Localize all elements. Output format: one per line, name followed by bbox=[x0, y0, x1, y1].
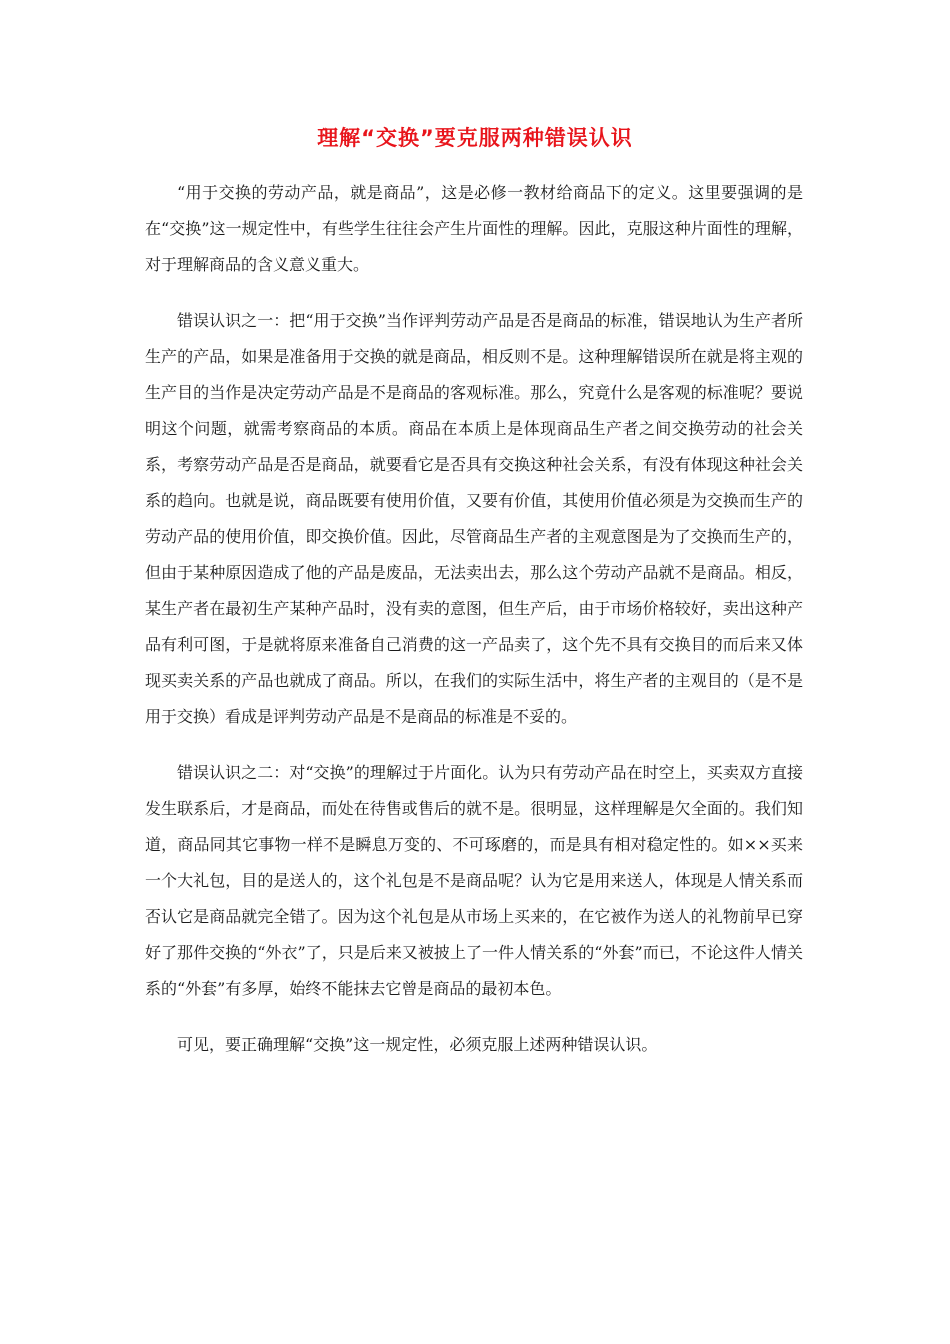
document-title: 理解“交换”要克服两种错误认识 bbox=[317, 126, 633, 150]
paragraph-intro: “用于交换的劳动产品，就是商品”，这是必修一教材给商品下的定义。这里要强调的是在“交换”这一规定性中，有些学生往往会产生片面性的理解。因此，克服这种片面性的理解，对于理解商品的含义意义重大。 bbox=[145, 183, 803, 274]
paragraph-misconception-one: 错误认识之一：把“用于交换”当作评判劳动产品是否是商品的标准，错误地认为生产者所生产的产品，如果是准备用于交换的就是商品，相反则不是。这种理解错误所在就是将主观的生产目的当作是决定劳动产品是不是商品的客观标准。那么，究竟什么是客观的标准呢？要说明这个问题，就需考察商品的本质。商品在本质上是体现商品生产者之间交换劳动的社会关系，考察劳动产品是否是商品，就要看它是否具有交换这种社会关系，有没有体现这种社会关系的趋向。也就是说，商品既要有使用价值，又要有价值，其使用价值必须是为交换而生产的劳动产品的使用价值，即交换价值。因此，尽管商品生产者的主观意图是为了交换而生产的，但由于某种原因造成了他的产品是废品，无法卖出去，那么这个劳动产品就不是商品。相反，某生产者在最初生产某种产品时，没有卖的意图，但生产后，由于市场价格较好，卖出这种产品有利可图，于是就将原来准备自己消费的这一产品卖了，这个先不具有交换目的而后来又体现买卖关系的产品也就成了商品。所以，在我们的实际生活中，将生产者的主观目的（是不是用于交换）看成是评判劳动产品是不是商品的标准是不妥的。 bbox=[145, 311, 803, 726]
document-body bbox=[145, 175, 803, 1083]
paragraph-misconception-two: 错误认识之二：对“交换”的理解过于片面化。认为只有劳动产品在时空上，买卖双方直接发生联系后，才是商品，而处在待售或售后的就不是。很明显，这样理解是欠全面的。我们知道，商品同其它事物一样不是瞬息万变的、不可琢磨的，而是具有相对稳定性的。如××买来一个大礼包，目的是送人的，这个礼包是不是商品呢？认为它是用来送人，体现是人情关系而否认它是商品就完全错了。因为这个礼包是从市场上买来的，在它被作为送人的礼物前早已穿好了那件交换的“外衣”了，只是后来又被披上了一件人情关系的“外套”而已，不论这件人情关系的“外套”有多厚，始终不能抹去它曾是商品的最初本色。 bbox=[145, 763, 803, 998]
paragraph-conclusion: 可见，要正确理解“交换”这一规定性，必须克服上述两种错误认识。 bbox=[177, 1035, 658, 1054]
